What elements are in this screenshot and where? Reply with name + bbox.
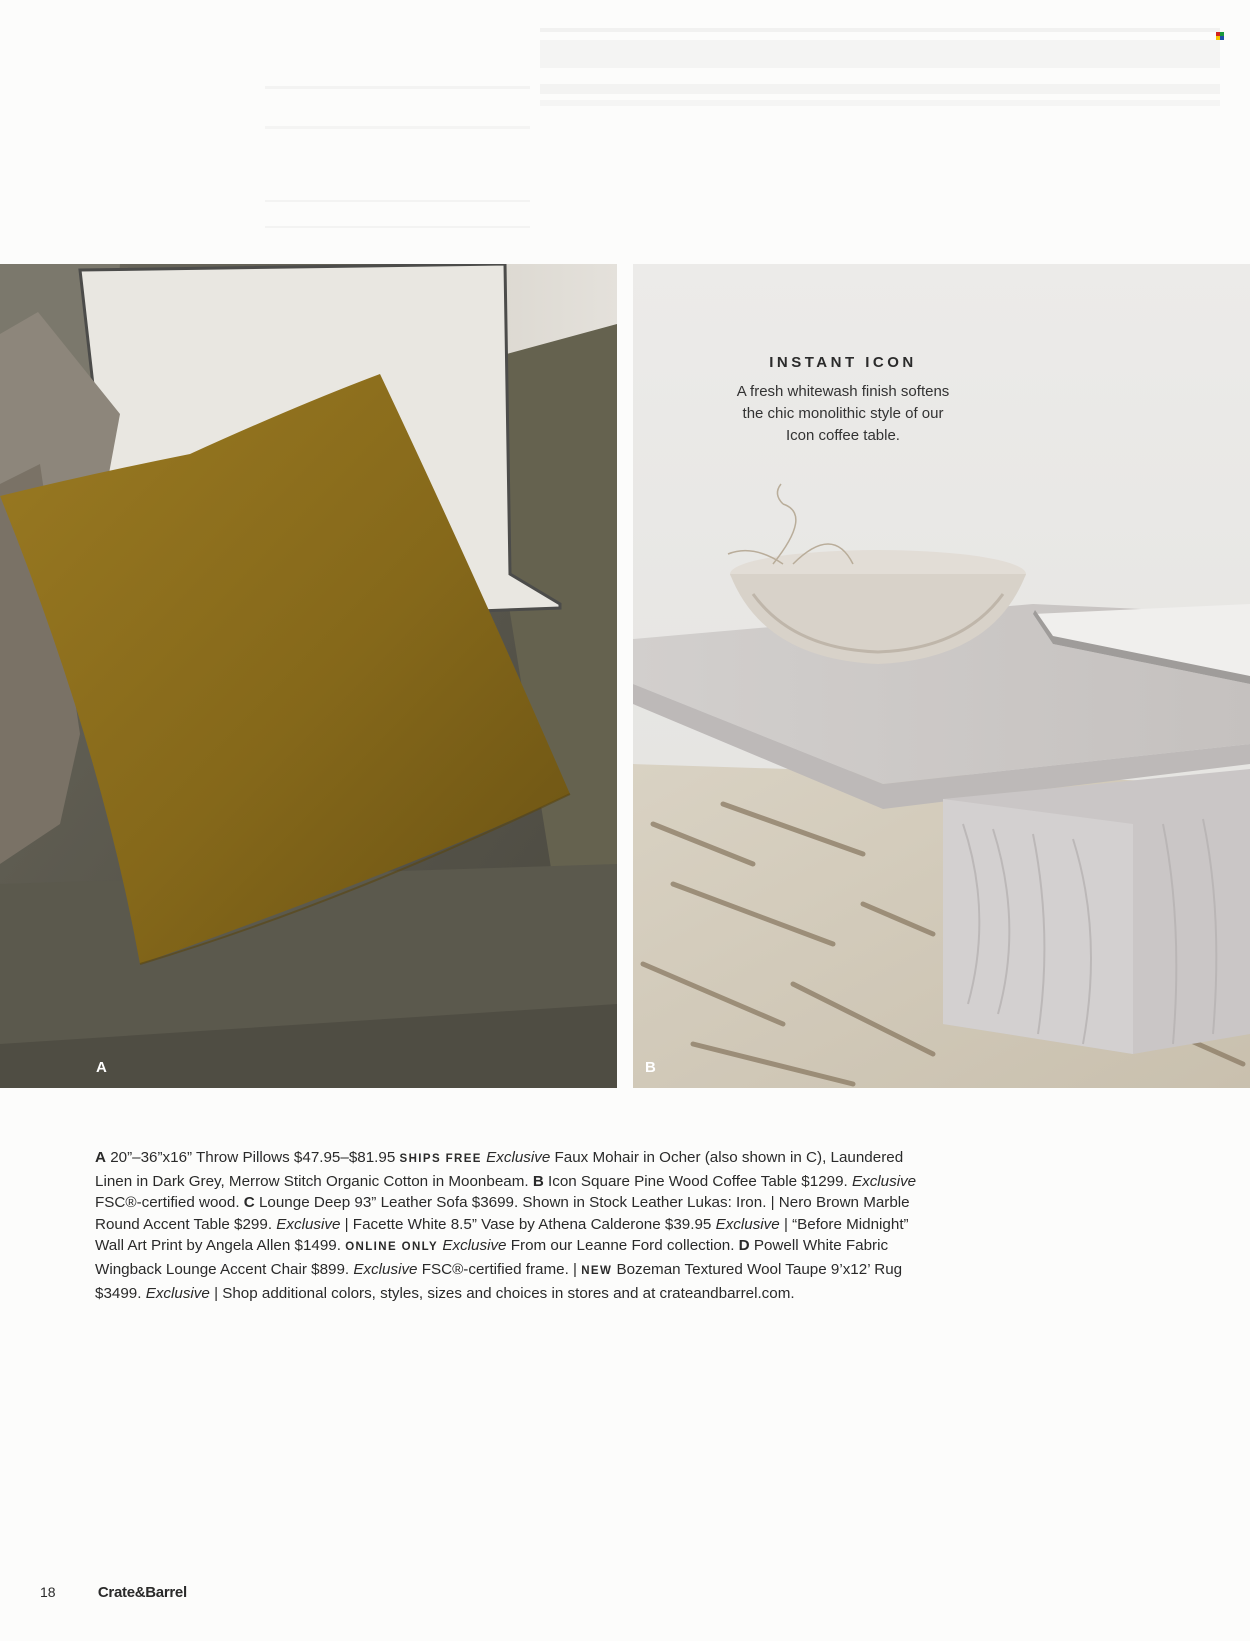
promo-tag: NEW — [581, 1264, 613, 1277]
caption-text: FSC®-certified wood. — [95, 1194, 244, 1212]
photo-label-a: A — [96, 1059, 107, 1076]
promo-tag: ONLINE ONLY — [345, 1241, 439, 1254]
callout-body — [693, 381, 993, 447]
item-key: A — [95, 1149, 106, 1166]
product-caption — [95, 1147, 935, 1304]
caption-text: Powell White Fabric Wingback Lounge Accent Chair $899. — [95, 1237, 889, 1278]
brand-logo: Crate&Barrel — [97, 1584, 187, 1601]
page-number: 18 — [40, 1584, 56, 1600]
promo-tag: SHIPS FREE — [399, 1153, 482, 1165]
callout-line: A fresh whitewash finish softens — [736, 383, 950, 400]
item-key: C — [243, 1194, 255, 1212]
exclusive-tag: Exclusive — [442, 1237, 507, 1255]
exclusive-tag: Exclusive — [276, 1215, 341, 1233]
photo-b-coffee-table — [633, 264, 1250, 1088]
caption-text: Icon Square Pine Wood Coffee Table $1299. — [543, 1172, 852, 1190]
instant-icon-callout — [693, 354, 993, 447]
item-key: B — [532, 1172, 544, 1190]
exclusive-tag: Exclusive — [353, 1260, 418, 1278]
caption-text: 20”–36”x16” Throw Pillows $47.95–$81.95 — [105, 1149, 400, 1166]
caption-text: From our Leanne Ford collection. — [506, 1237, 739, 1255]
reverse-page-bleed — [0, 0, 1250, 240]
print-registration-mark — [1216, 32, 1224, 40]
caption-text: | “Before Midnight” Wall Art Print by Angela Allen $1499. — [95, 1215, 909, 1255]
exclusive-tag: Exclusive — [851, 1172, 917, 1190]
caption-text: Lounge Deep 93” Leather Sofa $3699. Shown in Stock Leather Lukas: Iron. | Nero Brown Marble Round Accent Table $299. — [95, 1194, 910, 1233]
callout-title: INSTANT ICON — [769, 354, 917, 371]
callout-line: Icon coffee table. — [786, 427, 900, 444]
caption-text: Faux Mohair in Ocher (also shown in C), Laundered Linen in Dark Grey, Merrow Stitch Organic Cotton in Moonbeam. — [95, 1149, 904, 1190]
item-key: D — [738, 1237, 750, 1255]
exclusive-tag: Exclusive — [715, 1215, 780, 1233]
callout-line: the chic monolithic style of our — [742, 405, 944, 422]
page-footer — [40, 1584, 187, 1601]
caption-text: FSC®-certified frame. | — [417, 1260, 582, 1278]
caption-text: | Facette White 8.5” Vase by Athena Calderone $39.95 — [340, 1215, 716, 1233]
exclusive-tag: Exclusive — [486, 1149, 551, 1166]
photo-a-throw-pillows — [0, 264, 617, 1088]
caption-text: | Shop additional colors, styles, sizes and choices in stores and at crateandbarrel.com. — [209, 1284, 795, 1302]
caption-text: Bozeman Textured Wool Taupe 9’x12’ Rug $3499. — [95, 1260, 903, 1302]
photo-label-b: B — [645, 1059, 656, 1076]
exclusive-tag: Exclusive — [145, 1284, 210, 1302]
